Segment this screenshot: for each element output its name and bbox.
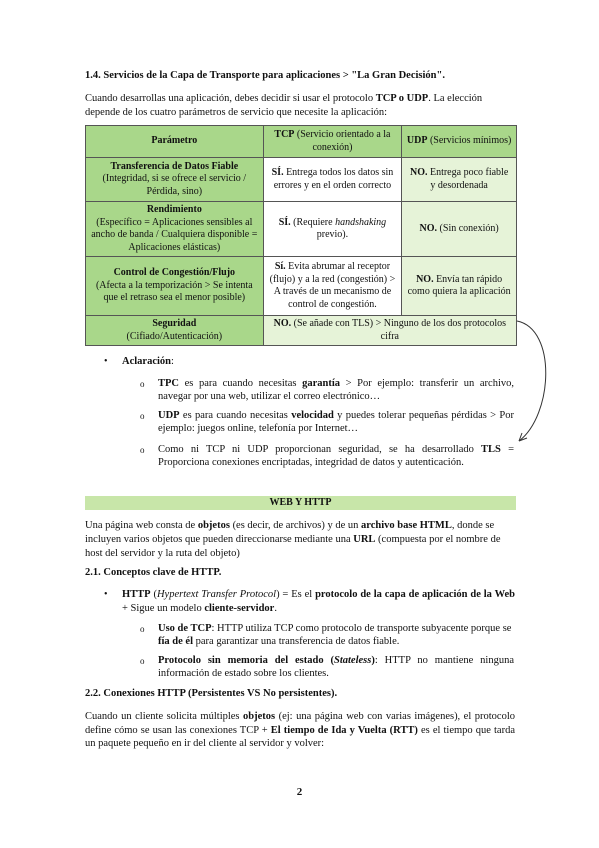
list-item: UDP es para cuando necesitas velocidad y puedes tolerar pequeñas pérdidas > Por ejemplo: juegos online, telefonía por Internet… [158, 410, 514, 434]
row-param-cell: Seguridad (Cifiado/Autenticación) [86, 316, 264, 346]
table-row [86, 158, 517, 202]
http-definition: HTTP (Hypertext Transfer Protocol) = Es el protocolo de la capa de aplicación de la Web + Sigue un modelo cliente-servidor. [122, 589, 515, 614]
table-header-row [86, 126, 517, 158]
sub-bullet-icon: o [140, 656, 145, 666]
row-tcp-cell: SÍ. Entrega todos los datos sin errores y en el orden correcto [263, 158, 402, 202]
row-udp-cell: NO. Entrega poco fiable y desordenada [402, 158, 517, 202]
bullet-icon: • [104, 356, 108, 367]
aclaracion-label: Aclaración: [122, 356, 174, 367]
transport-parameters-table [85, 125, 517, 346]
web-intro-paragraph: Una página web consta de objetos (es decir, de archivos) y de un archivo base HTML, donde se incluyen varios objetos que pueden direccionarse mediante una URL (compuesta por el nombre de host del servidor y la ruta del objeto) [85, 520, 501, 559]
page-number: 2 [296, 786, 303, 798]
row-param-cell: Transferencia de Datos Fiable (Integridad, si se ofrece el servicio / Pérdida, sino) [86, 158, 264, 202]
table-row [86, 316, 517, 346]
section-heading-2-1: 2.1. Conceptos clave de HTTP. [85, 567, 222, 578]
sub-bullet-icon: o [140, 624, 145, 634]
sub-bullet-icon: o [140, 445, 145, 455]
sub-bullet-icon: o [140, 379, 145, 389]
intro-paragraph: Cuando desarrollas una aplicación, debes decidir si usar el protocolo TCP o UDP. La elección depende de los cuatro parámetros de servicio que necesite la aplicación: [85, 93, 483, 118]
row-tcp-cell: SÍ. (Requiere handshaking previo). [263, 202, 402, 257]
row-udp-cell: NO. Envía tan rápido como quiera la aplicación [402, 257, 517, 316]
bullet-icon: • [104, 589, 108, 600]
row-tcp-cell: Sí. Evita abrumar al receptor (flujo) y a la red (congestión) > A través de un mecanismo de control de congestión. [263, 257, 402, 316]
row-param-cell: Control de Congestión/Flujo (Afecta a la temporización > Se intenta que el retraso sea el menor posible) [86, 257, 264, 316]
table-row [86, 257, 517, 316]
list-item: Protocolo sin memoria del estado (Stateless): HTTP no mantiene ninguna información de estado sobre los clientes. [158, 655, 515, 679]
section-heading-2-2: 2.2. Conexiones HTTP (Persistentes VS No persistentes). [85, 688, 338, 699]
list-item: Uso de TCP: HTTP utiliza TCP como protocolo de transporte subyacente porque se fía de él para garantizar una transferencia de datos fiable. [158, 623, 512, 647]
header-param: Parámetro [86, 126, 264, 158]
header-tcp: TCP (Servicio orientado a la conexión) [263, 126, 402, 158]
header-udp: UDP (Servicios mínimos) [402, 126, 517, 158]
section-heading-1-4: 1.4. Servicios de la Capa de Transporte para aplicaciones > "La Gran Decisión". [85, 70, 445, 81]
list-item: Como ni TCP ni UDP proporcionan seguridad, se ha desarrollado TLS = Proporciona conexiones encriptadas, integridad de datos y autenticación. [158, 444, 515, 468]
table-row [86, 202, 517, 257]
row-udp-cell: NO. (Sin conexión) [402, 202, 517, 257]
connections-paragraph: Cuando un cliente solicita múltiples objetos (ej: una página web con varias imágenes), el protocolo define cómo se usan las conexiones TCP + El tiempo de Ida y Vuelta (RTT) es el tiempo que tarda un paquete pequeño en ir del cliente al servidor y volver: [85, 711, 515, 749]
section-band-web-http: WEB Y HTTP [85, 496, 516, 510]
row-param-cell: Rendimiento (Específico = Aplicaciones sensibles al ancho de banda / Cualquiera disponible = Aplicaciones elásticas) [86, 202, 264, 257]
list-item: TPC es para cuando necesitas garantía > Por ejemplo: transferir un archivo, navegar por una web, utilizar el correo electrónico… [158, 378, 514, 402]
row-both-cell: NO. (Se añade con TLS) > Ninguno de los dos protocolos cifra [263, 316, 516, 346]
sub-bullet-icon: o [140, 411, 145, 421]
